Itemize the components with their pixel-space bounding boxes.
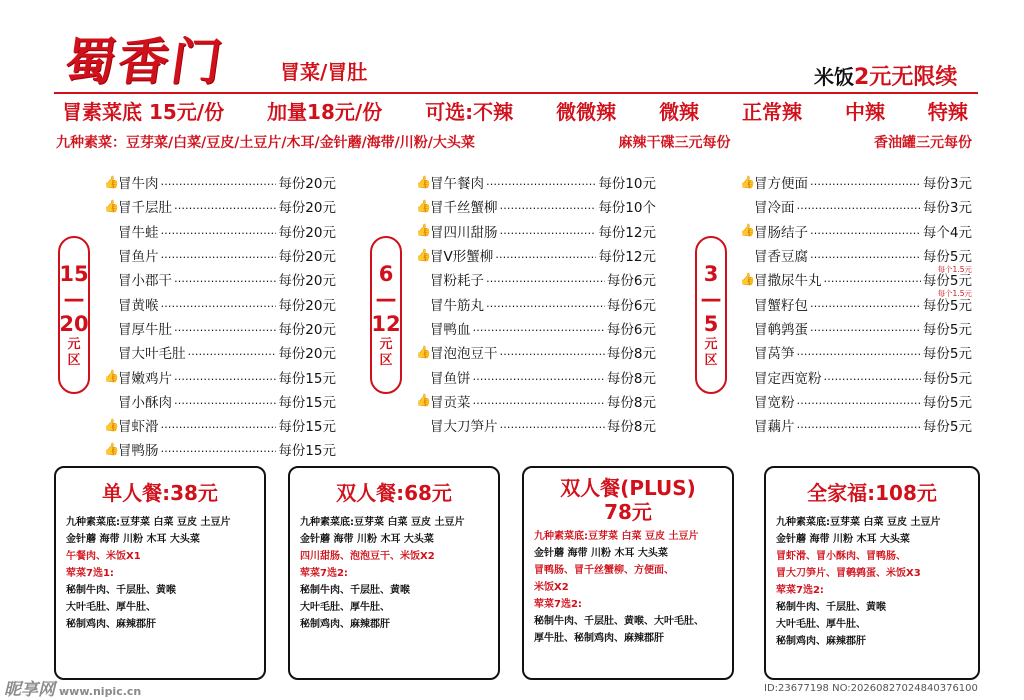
menu-item (104, 267, 336, 291)
combo-line: 冒虾滑、冒小酥肉、冒鸭肠、 (776, 551, 906, 562)
menu-item (740, 243, 972, 275)
menu-item (416, 219, 656, 243)
menu-item-price: 每份20元 (278, 321, 336, 338)
menu-item-price: 每个4元 (922, 224, 972, 241)
combo-line: 冒大刀笋片、冒鹌鹑蛋、米饭X3 (776, 568, 921, 579)
badge-unit: 元 (704, 336, 718, 352)
menu-item (416, 194, 656, 218)
menu-column-high (104, 170, 336, 462)
thumbs-up-icon: 👍 (740, 271, 755, 286)
menu-item-name: 冒厚牛肚 (118, 321, 172, 338)
leader-dots (473, 321, 605, 335)
menu-item-name: 冒粉耗子 (430, 273, 484, 290)
combo-line: 四川甜肠、泡泡豆干、米饭X2 (300, 551, 435, 562)
menu-item-name: 冒鱼片 (118, 249, 159, 266)
menu-item (416, 267, 656, 291)
badge-bottom: 5 (703, 311, 719, 336)
menu-item-price: 每份20元 (278, 297, 336, 314)
menu-item-name: 冒香豆腐 (754, 249, 808, 266)
menu-item (740, 340, 972, 364)
menu-item (740, 291, 972, 315)
menu-item-name: 冒贡菜 (430, 394, 471, 411)
menu-item (104, 437, 336, 461)
menu-item-price: 每份5元 (922, 321, 972, 338)
combo-line: 大叶毛肚、厚牛肚、 (300, 602, 390, 613)
combo-line: 金针蘑 海带 川粉 木耳 大头菜 (300, 534, 434, 545)
vegetable-list: 九种素菜：豆芽菜/白菜/豆皮/土豆片/木耳/金针蘑/海带/川粉/大头菜 (56, 135, 475, 151)
menu-item-price: 每份15元 (278, 443, 336, 460)
combo-line: 荤菜7选2: (776, 585, 824, 596)
badge-bottom: 20 (59, 311, 89, 336)
combo-line: 九种素菜底:豆芽菜 白菜 豆皮 土豆片 (534, 531, 699, 542)
menu-item (740, 194, 972, 218)
leader-dots (161, 442, 277, 456)
watermark-url: www.nipic.cn (59, 685, 142, 698)
badge-unit2: 区 (704, 352, 718, 368)
menu-item (104, 219, 336, 243)
badge-unit2: 区 (67, 352, 81, 368)
thumbs-up-icon: 👍 (416, 344, 431, 359)
menu-item-price: 每份6元 (606, 321, 656, 338)
spice-option-normal: 正常辣 (742, 100, 803, 124)
leader-dots (473, 370, 605, 384)
menu-item (104, 316, 336, 340)
menu-item-name: 冒虾滑 (118, 419, 159, 436)
combo-title-main: 全家福:108元 (807, 481, 937, 505)
menu-item-name: 冒藕片 (754, 419, 795, 436)
badge-bottom: 12 (371, 311, 401, 336)
thumbs-up-icon: 👍 (104, 198, 119, 213)
combo-line: 厚牛肚、秘制鸡肉、麻辣郡肝 (534, 633, 664, 644)
combo-line: 秘制牛肉、千层肚、黄喉 (776, 602, 886, 613)
menu-item-name: 冒四川甜肠 (430, 224, 498, 241)
leader-dots (161, 297, 277, 311)
badge-unit: 元 (67, 336, 81, 352)
spice-option-medium: 中辣 (844, 100, 885, 124)
thumbs-up-icon: 👍 (416, 198, 431, 213)
menu-item (104, 340, 336, 364)
badge-top: 3 (703, 261, 719, 286)
menu-item-price: 每份5元 (922, 370, 972, 387)
menu-item-note: 每个1.5元 (937, 265, 972, 275)
menu-item (740, 389, 972, 413)
menu-item-name: 冒定西宽粉 (754, 370, 822, 387)
menu-item-price: 每份5元 (922, 394, 972, 411)
menu-item-name: 冒鱼饼 (430, 370, 471, 387)
menu-item-price: 每份20元 (278, 176, 336, 193)
menu-item-note: 每个1.5元 (937, 289, 972, 299)
combo-title-price: 78元 (604, 500, 652, 524)
price-zone-badge-6-12 (370, 236, 402, 394)
menu-item-price: 每份12元 (598, 249, 656, 266)
menu-item-name: 冒泡泡豆干 (430, 346, 498, 363)
menu-item-price: 每份20元 (278, 200, 336, 217)
menu-item (740, 316, 972, 340)
thumbs-up-icon: 👍 (740, 223, 755, 238)
menu-column-mid (416, 170, 656, 437)
menu-item (740, 219, 972, 243)
badge-unit: 元 (379, 336, 393, 352)
header-divider (54, 92, 978, 94)
menu-item-price: 每份8元 (606, 346, 656, 363)
menu-item-price: 每份5元 (922, 249, 972, 266)
leader-dots (500, 345, 605, 359)
menu-item-price: 每份8元 (606, 394, 656, 411)
menu-item-name: 冒宽粉 (754, 394, 795, 411)
badge-top: 15 (59, 261, 89, 286)
combo-line: 秘制鸡肉、麻辣郡肝 (66, 619, 156, 630)
combo-line: 午餐肉、米饭X1 (66, 551, 141, 562)
leader-dots (797, 418, 921, 432)
menu-item-price: 每份20元 (278, 224, 336, 241)
leader-dots (174, 321, 276, 335)
base-price-line (62, 96, 968, 125)
combo-title-main: 单人餐:38元 (102, 481, 218, 505)
leader-dots (486, 272, 605, 286)
menu-item-price: 每份20元 (278, 249, 336, 266)
menu-item-price: 每份20元 (278, 273, 336, 290)
thumbs-up-icon: 👍 (416, 223, 431, 238)
menu-item-name: 冒撒尿牛丸 (754, 273, 822, 290)
leader-dots (161, 175, 277, 189)
menu-item (104, 364, 336, 388)
menu-item-name: 冒牛筋丸 (430, 297, 484, 314)
sesame-oil-price: 香油罐三元每份 (874, 135, 972, 151)
menu-item (416, 170, 656, 194)
menu-column-low (740, 170, 972, 437)
menu-item (416, 243, 656, 267)
menu-item-price: 每份8元 (606, 419, 656, 436)
menu-item-name: 冒鸭肠 (118, 443, 159, 460)
menu-item-price: 每份5元 (922, 419, 972, 436)
menu-item (416, 364, 656, 388)
combo-line: 大叶毛肚、厚牛肚、 (776, 619, 866, 630)
menu-item-price: 每份5元 (922, 297, 972, 314)
combo-line: 米饭X2 (534, 582, 569, 593)
brand-logo: 蜀香门 (61, 32, 229, 91)
leader-dots (797, 345, 921, 359)
menu-item-name: 冒嫩鸡片 (118, 370, 172, 387)
menu-item-name: 冒小酥肉 (118, 394, 172, 411)
menu-item-name: 冒大叶毛肚 (118, 346, 186, 363)
leader-dots (500, 418, 605, 432)
menu-item-name: 冒V形蟹柳 (430, 249, 494, 266)
menu-item (104, 170, 336, 194)
combo-line: 秘制牛肉、千层肚、黄喉、大叶毛肚、 (534, 616, 704, 627)
menu-item (416, 389, 656, 413)
badge-top: 6 (378, 261, 394, 286)
spice-option-mild: 微辣 (659, 100, 700, 124)
menu-item-name: 冒方便面 (754, 176, 808, 193)
leader-dots (486, 175, 596, 189)
combo-line: 荤菜7选1: (66, 568, 114, 579)
leader-dots (824, 272, 921, 286)
leader-dots (473, 394, 605, 408)
menu-item-name: 冒千丝蟹柳 (430, 200, 498, 217)
watermark-id: ID:23677198 NO:20260827024840376100 (764, 683, 978, 694)
leader-dots (797, 199, 921, 213)
rice-notice (814, 60, 957, 91)
menu-item-price: 每份3元 (922, 176, 972, 193)
menu-item (740, 364, 972, 388)
leader-dots (161, 248, 277, 262)
brand-subtitle: 冒菜/冒肚 (280, 60, 368, 84)
watermark-name: 昵享网 (4, 680, 55, 700)
combo-double (288, 466, 500, 680)
leader-dots (810, 248, 921, 262)
base-price: 冒素菜底 15元/份 (62, 100, 225, 124)
price-zone-badge-3-5 (695, 236, 727, 394)
thumbs-up-icon: 👍 (416, 393, 431, 408)
combo-line: 荤菜7选2: (300, 568, 348, 579)
menu-item (104, 389, 336, 413)
combo-single (54, 466, 266, 680)
combo-line: 荤菜7选2: (534, 599, 582, 610)
menu-item-price: 每份10元 (598, 176, 656, 193)
leader-dots (174, 370, 276, 384)
spice-option-very-mild: 微微辣 (556, 100, 617, 124)
leader-dots (495, 248, 596, 262)
menu-item-name: 冒黄喉 (118, 297, 159, 314)
leader-dots (174, 199, 276, 213)
menu-item (740, 170, 972, 194)
dry-dip-price: 麻辣干碟三元每份 (618, 135, 731, 151)
menu-item-name: 冒冷面 (754, 200, 795, 217)
combo-line: 秘制牛肉、千层肚、黄喉 (66, 585, 176, 596)
badge-dash: — (63, 286, 85, 311)
combo-line: 九种素菜底:豆芽菜 白菜 豆皮 土豆片 (300, 517, 465, 528)
menu-item (104, 243, 336, 267)
menu-item-price: 每份12元 (598, 224, 656, 241)
combo-line: 秘制牛肉、千层肚、黄喉 (300, 585, 410, 596)
combo-line: 大叶毛肚、厚牛肚、 (66, 602, 156, 613)
rice-prefix: 米饭 (814, 65, 854, 89)
menu-item-price: 每份5元 (922, 273, 972, 290)
menu-item-name: 冒大刀笋片 (430, 419, 498, 436)
combo-family (764, 466, 980, 680)
menu-item-name: 冒牛蛙 (118, 224, 159, 241)
vegetable-line (56, 132, 972, 152)
menu-item-name: 冒莴笋 (754, 346, 795, 363)
combo-title (534, 476, 722, 524)
thumbs-up-icon: 👍 (740, 174, 755, 189)
menu-item-price: 每份15元 (278, 419, 336, 436)
combo-title (776, 480, 968, 506)
menu-item-price: 每份15元 (278, 370, 336, 387)
menu-item-name: 冒肠结子 (754, 224, 808, 241)
menu-item-price: 每份6元 (606, 297, 656, 314)
leader-dots (810, 175, 921, 189)
menu-item-name: 冒蟹籽包 (754, 297, 808, 314)
thumbs-up-icon: 👍 (104, 174, 119, 189)
menu-item-price: 每份3元 (922, 200, 972, 217)
watermark-logo (4, 675, 141, 700)
leader-dots (486, 297, 605, 311)
badge-dash: — (700, 286, 722, 311)
spice-option-extra: 特辣 (927, 100, 968, 124)
menu-item (416, 413, 656, 437)
spice-option-none: 可选:不辣 (425, 100, 514, 124)
thumbs-up-icon: 👍 (104, 369, 119, 384)
menu-item (416, 316, 656, 340)
combo-line: 秘制鸡肉、麻辣郡肝 (776, 636, 866, 647)
thumbs-up-icon: 👍 (416, 174, 431, 189)
leader-dots (188, 345, 277, 359)
menu-item-name: 冒鸭血 (430, 321, 471, 338)
combo-title (300, 480, 488, 506)
badge-unit2: 区 (379, 352, 393, 368)
leader-dots (500, 224, 597, 238)
menu-item (104, 194, 336, 218)
menu-item-name: 冒千层肚 (118, 200, 172, 217)
combo-line: 金针蘑 海带 川粉 木耳 大头菜 (776, 534, 910, 545)
menu-item-price: 每份6元 (606, 273, 656, 290)
menu-item (104, 413, 336, 437)
menu-item-name: 冒鹌鹑蛋 (754, 321, 808, 338)
extra-price: 加量18元/份 (267, 100, 383, 124)
leader-dots (161, 224, 277, 238)
rice-suffix: 无限续 (891, 65, 958, 90)
leader-dots (810, 297, 921, 311)
menu-item-price: 每份8元 (606, 370, 656, 387)
leader-dots (810, 224, 921, 238)
combo-title-main: 双人餐(PLUS) (560, 476, 696, 500)
combo-double-plus (522, 466, 734, 680)
price-zone-badge-15-20 (58, 236, 90, 394)
menu-item-price: 每份5元 (922, 346, 972, 363)
badge-dash: — (375, 286, 397, 311)
leader-dots (797, 394, 921, 408)
leader-dots (500, 199, 597, 213)
thumbs-up-icon: 👍 (104, 417, 119, 432)
menu-item-name: 冒午餐肉 (430, 176, 484, 193)
leader-dots (824, 370, 921, 384)
combo-line: 九种素菜底:豆芽菜 白菜 豆皮 土豆片 (776, 517, 941, 528)
combo-line: 金针蘑 海带 川粉 木耳 大头菜 (534, 548, 668, 559)
combo-title (66, 480, 254, 506)
thumbs-up-icon: 👍 (416, 247, 431, 262)
menu-item-price: 每份10个 (598, 200, 656, 217)
menu-item-name: 冒小郡干 (118, 273, 172, 290)
combo-line: 冒鸭肠、冒千丝蟹柳、方便面、 (534, 565, 674, 576)
menu-item (416, 340, 656, 364)
menu-item (740, 413, 972, 437)
menu-item-price: 每份15元 (278, 394, 336, 411)
menu-item (416, 291, 656, 315)
combo-title-main: 双人餐:68元 (336, 481, 452, 505)
rice-price: 2元 (854, 65, 892, 90)
leader-dots (810, 321, 921, 335)
menu-item (740, 267, 972, 299)
combo-line: 九种素菜底:豆芽菜 白菜 豆皮 土豆片 (66, 517, 231, 528)
thumbs-up-icon: 👍 (104, 441, 119, 456)
leader-dots (174, 394, 276, 408)
leader-dots (161, 418, 277, 432)
combo-line: 秘制鸡肉、麻辣郡肝 (300, 619, 390, 630)
combo-line: 金针蘑 海带 川粉 木耳 大头菜 (66, 534, 200, 545)
menu-item-price: 每份20元 (278, 346, 336, 363)
leader-dots (174, 272, 276, 286)
menu-item-name: 冒牛肉 (118, 176, 159, 193)
menu-item (104, 291, 336, 315)
